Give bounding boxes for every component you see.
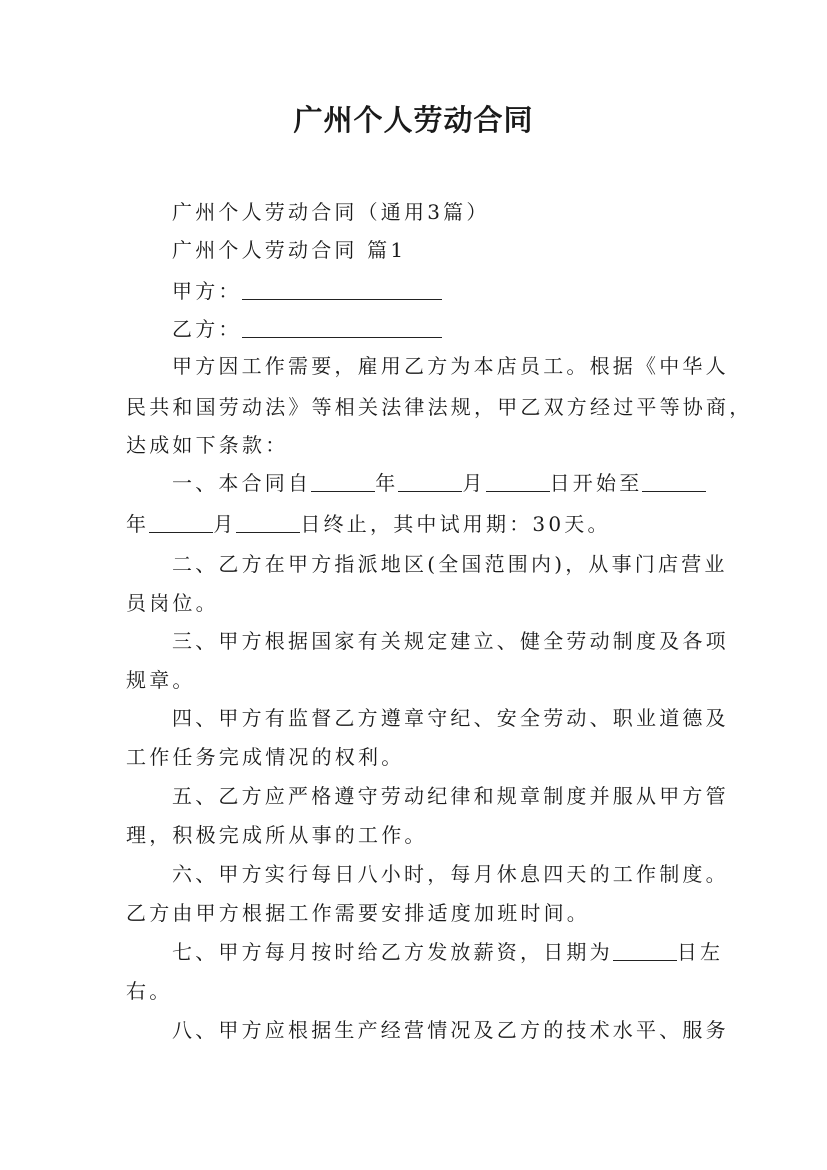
clause-7-line-1 xyxy=(172,933,752,971)
start-day-blank xyxy=(486,471,550,492)
section-heading: 广州个人劳动合同 篇1 xyxy=(172,238,407,262)
party-b-blank xyxy=(242,317,442,338)
clause-6-line-1: 六、甲方实行每日八小时，每月休息四天的工作制度。 xyxy=(172,862,729,886)
clause-1-line-1 xyxy=(172,464,752,502)
clause-3-line-2: 规章。 xyxy=(126,668,196,692)
end-day-blank xyxy=(236,512,300,533)
pay-day-blank xyxy=(613,940,677,961)
clause-1-month2: 月 xyxy=(213,512,237,536)
clause-3-line-1: 三、甲方根据国家有关规定建立、健全劳动制度及各项 xyxy=(172,629,729,653)
clause-8-line-1: 八、甲方应根据生产经营情况及乙方的技术水平、服务 xyxy=(172,1018,729,1042)
clause-7-line-2: 右。 xyxy=(126,979,173,1003)
clause-1-month1: 月 xyxy=(462,471,486,495)
clause-5-line-1: 五、乙方应严格遵守劳动纪律和规章制度并服从甲方管 xyxy=(172,784,729,808)
clause-1-end: 日终止，其中试用期：30天。 xyxy=(300,512,611,536)
clause-4-line-2: 工作任务完成情况的权利。 xyxy=(126,745,405,769)
clause-6-line-2: 乙方由甲方根据工作需要安排适度加班时间。 xyxy=(126,901,590,925)
end-month-blank xyxy=(149,512,213,533)
clause-4-line-1: 四、甲方有监督乙方遵章守纪、安全劳动、职业道德及 xyxy=(172,706,729,730)
intro-line-1: 甲方因工作需要，雇用乙方为本店员工。根据《中华人 xyxy=(172,354,729,378)
clause-7-text-a: 七、甲方每月按时给乙方发放薪资，日期为 xyxy=(172,940,613,964)
party-b-label: 乙方： xyxy=(172,317,242,341)
start-year-blank xyxy=(311,471,375,492)
clause-1-year1: 年 xyxy=(375,471,399,495)
clause-7-text-b: 日左 xyxy=(676,940,724,964)
party-a-blank xyxy=(242,279,442,300)
start-month-blank xyxy=(398,471,462,492)
clause-1-text-a: 一、本合同自 xyxy=(172,471,312,495)
party-a-label: 甲方： xyxy=(172,279,242,303)
intro-line-3: 达成如下条款： xyxy=(126,433,289,457)
clause-1-year2: 年 xyxy=(126,512,150,536)
intro-line-2: 民共和国劳动法》等相关法律法规，甲乙双方经过平等协商， xyxy=(126,395,753,419)
end-year-prefix-blank xyxy=(642,471,706,492)
clause-1-line-2 xyxy=(126,505,706,543)
clause-1-day-start: 日开始至 xyxy=(549,471,643,495)
document-title: 广州个人劳动合同 xyxy=(293,103,534,137)
clause-5-line-2: 理，积极完成所从事的工作。 xyxy=(126,823,428,847)
document-subtitle: 广州个人劳动合同（通用3篇） xyxy=(172,200,490,224)
party-b-line xyxy=(172,310,752,348)
clause-2-line-1: 二、乙方在甲方指派地区(全国范围内)，从事门店营业 xyxy=(172,552,728,576)
party-a-line xyxy=(172,272,752,310)
clause-2-line-2: 员岗位。 xyxy=(126,591,219,615)
